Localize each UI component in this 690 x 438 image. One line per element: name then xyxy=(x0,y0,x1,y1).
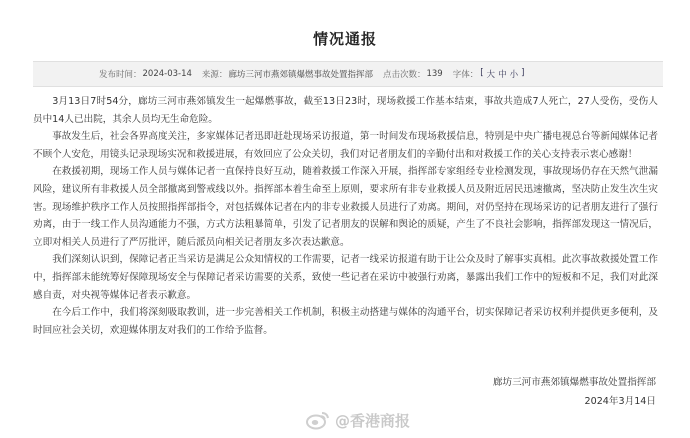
article-body xyxy=(33,93,658,339)
signature-organization: 廊坊三河市燕郊镇爆燃事故处置指挥部 xyxy=(492,377,656,388)
publish-time-value: 2024-03-14 xyxy=(142,69,192,79)
paragraph-3: 在救援初期，现场工作人员与媒体记者一直保持良好互动，随着救援工作深入开展，指挥部专家组经专业检测发现，事故现场仍存在天然气泄漏风险，建议所有非救援人员全部撤离到警戒线以外。指挥部本着生命至上原则，要求所有非专业救援人员及附近居民迅速撤离，坚决防止发生次生灾害。现场维护秩序工作人员按照指挥部指令，对包括媒体记者在内的非专业救援人员进行了劝离。期间，对仍坚持在现场采访的记者朋友进行了强行劝离，由于一线工作人员沟通能力不强，方式方法粗暴简单，引发了记者朋友的误解和舆论的质疑，产生了不良社会影响，指挥部发现这一情况后，立即对相关人员进行了严厉批评，随后派员向相关记者朋友多次表达歉意。 xyxy=(33,166,658,248)
watermark-text: @香港商报 xyxy=(335,411,411,430)
font-size-selector xyxy=(453,68,525,80)
paragraph-2: 事故发生后，社会各界高度关注，多家媒体记者迅即赶赴现场采访报道，第一时间发布现场救援信息，特别是中央广播电视总台等新闻媒体记者不顾个人安危，用镜头记录现场实况和救援进展，有效回应了公众关切，我们对记者朋友们的辛勤付出和对救援工作的关心支持表示衷心感谢！ xyxy=(33,131,658,160)
font-size-large-link[interactable]: 大 xyxy=(486,70,496,80)
paragraph-4: 我们深刻认识到，保障记者正当采访是满足公众知情权的工作需要，记者一线采访报道有助于让公众及时了解事实真相。此次事故救援处置工作中，指挥部未能统筹好保障现场安全与保障记者采访需要的关系，致使一些记者在采访中被强行劝离，暴露出我们工作中的短板和不足，我们对此深感自责，对央视等媒体记者表示歉意。 xyxy=(33,254,658,301)
view-count-label: 点击次数： xyxy=(382,70,426,80)
watermark xyxy=(305,408,410,432)
paragraph-1: 3月13日7时54分，廊坊三河市燕郊镇发生一起爆燃事故，截至13日23时，现场救援工作基本结束，事故共造成7人死亡，27人受伤，受伤人员中14人已出院，其余人员均无生命危险。 xyxy=(33,96,658,125)
view-count-value: 139 xyxy=(426,69,443,79)
source xyxy=(202,68,373,80)
page-title: 情况通报 xyxy=(312,30,377,48)
weibo-logo-icon xyxy=(305,410,331,430)
paragraph-5: 在今后工作中，我们将深刻吸取教训，进一步完善相关工作机制，积极主动搭建与媒体的沟通平台，切实保障记者采访权利并提供更多便利，及时回应社会关切，欢迎媒体朋友对我们的工作给予监督。 xyxy=(33,307,658,336)
font-size-medium-link[interactable]: 中 xyxy=(498,70,507,80)
font-bracket-open: [ xyxy=(480,68,484,78)
article-meta-bar xyxy=(33,61,663,87)
view-count xyxy=(383,68,443,80)
font-size-label: 字体： xyxy=(452,70,479,80)
font-bracket-close: ] xyxy=(521,68,525,78)
source-label: 来源： xyxy=(201,70,228,80)
signature-date: 2024年3月14日 xyxy=(584,396,656,407)
publish-time-label: 发布时间： xyxy=(99,70,142,80)
font-size-small-link[interactable]: 小 xyxy=(509,70,519,80)
source-value: 廊坊三河市燕郊镇爆燃事故处置指挥部 xyxy=(228,70,373,80)
publish-time xyxy=(99,68,192,80)
